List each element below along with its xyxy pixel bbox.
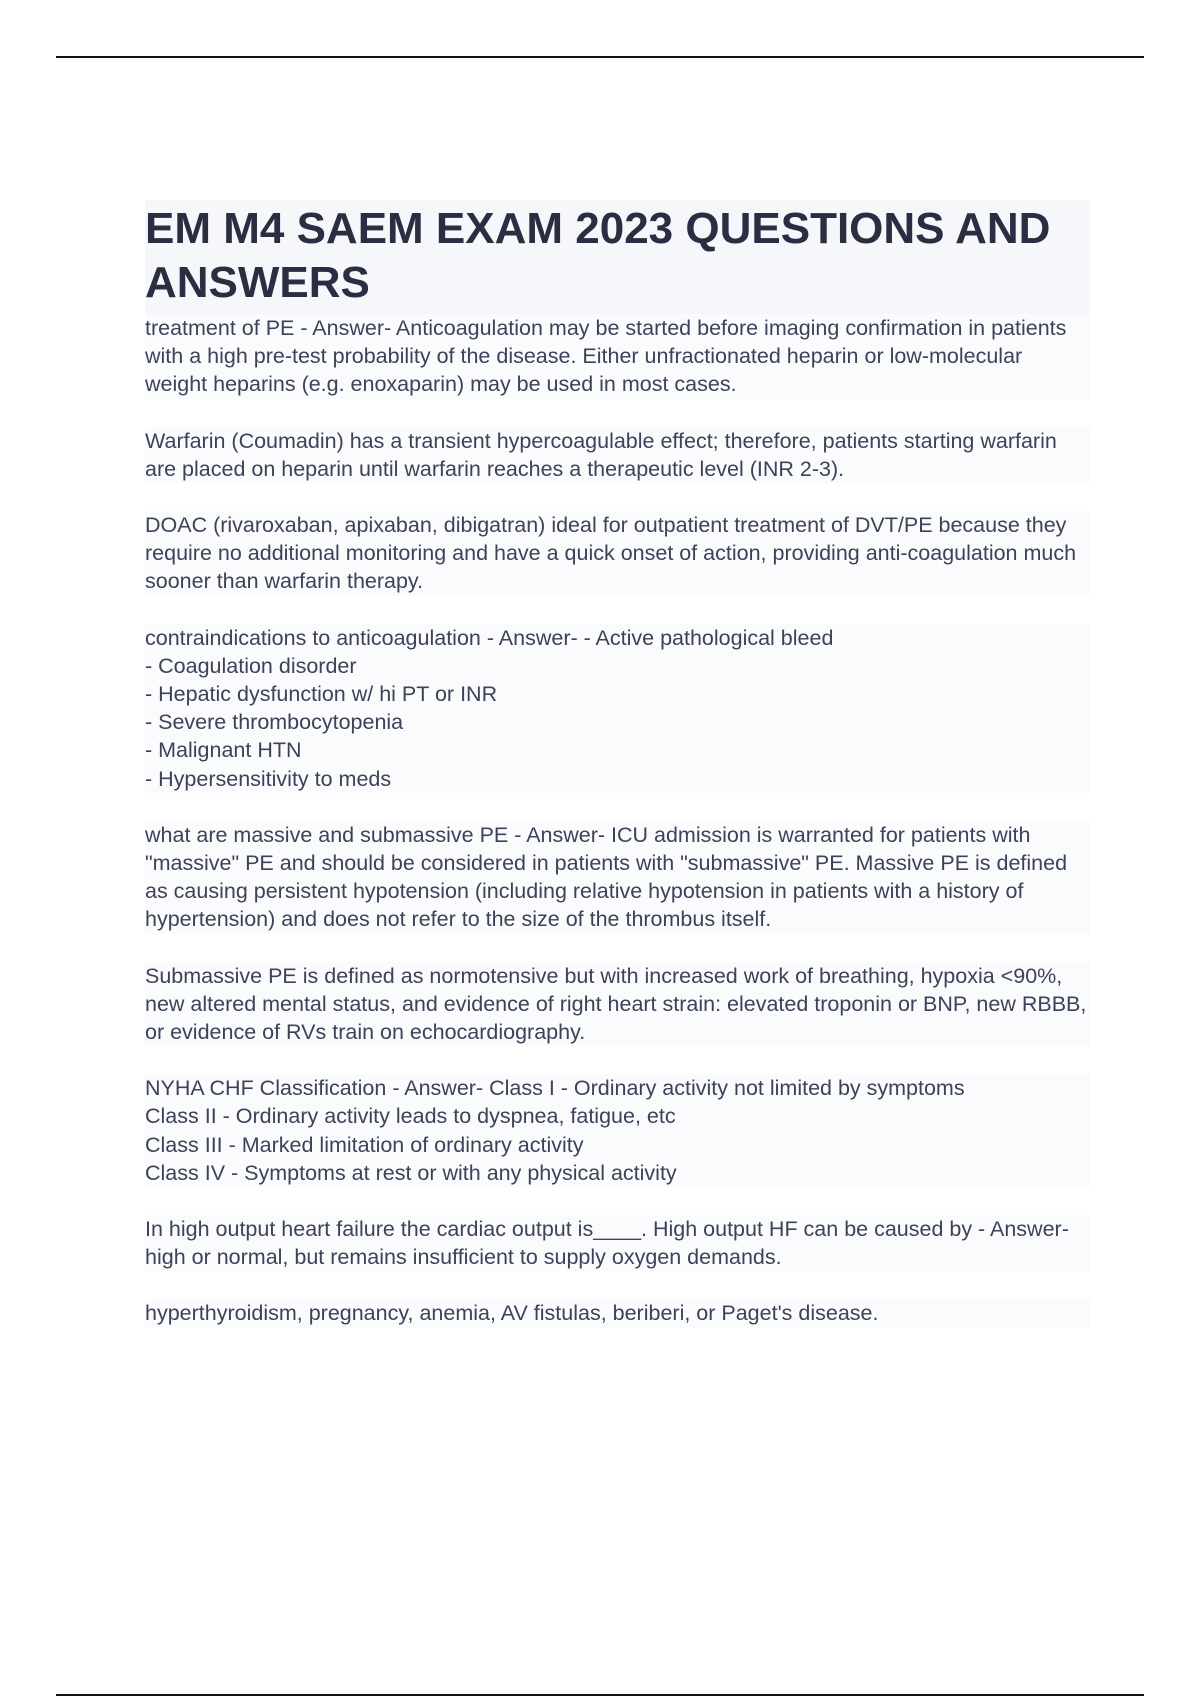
qa-content	[145, 314, 1090, 1328]
qa-paragraph-contraindications: contraindications to anticoagulation - Answer- - Active pathological bleed - Coagulation disorder - Hepatic dysfunction w/ hi PT or INR - Severe thrombocytopenia - Malignant HTN - Hypersensitivity to meds	[145, 624, 1090, 793]
qa-paragraph-warfarin: Warfarin (Coumadin) has a transient hypercoagulable effect; therefore, patients starting warfarin are placed on heparin until warfarin reaches a therapeutic level (INR 2-3).	[145, 427, 1090, 483]
qa-paragraph-submassive-pe: Submassive PE is defined as normotensive but with increased work of breathing, hypoxia <90%, new altered mental status, and evidence of right heart strain: elevated troponin or BNP, new RBBB, or evidence of RVs train on echocardiography.	[145, 962, 1090, 1047]
qa-paragraph-causes: hyperthyroidism, pregnancy, anemia, AV fistulas, beriberi, or Paget's disease.	[145, 1299, 1090, 1327]
qa-paragraph-pe-treatment: treatment of PE - Answer- Anticoagulation may be started before imaging confirmation in patients with a high pre-test probability of the disease. Either unfractionated heparin or low-molecular weight heparins (e.g. enoxaparin) may be used in most cases.	[145, 314, 1090, 399]
document-body	[145, 200, 1090, 1328]
qa-paragraph-doac: DOAC (rivaroxaban, apixaban, dibigatran) ideal for outpatient treatment of DVT/PE because they require no additional monitoring and have a quick onset of action, providing anti-coagulation much sooner than warfarin therapy.	[145, 511, 1090, 596]
top-rule	[56, 56, 1144, 58]
qa-paragraph-high-output-hf: In high output heart failure the cardiac output is____. High output HF can be caused by - Answer- high or normal, but remains insufficient to supply oxygen demands.	[145, 1215, 1090, 1271]
qa-paragraph-nyha: NYHA CHF Classification - Answer- Class I - Ordinary activity not limited by symptoms Class II - Ordinary activity leads to dyspnea, fatigue, etc Class III - Marked limitation of ordinary activity Class IV - Symptoms at rest or with any physical activity	[145, 1074, 1090, 1187]
document-title: EM M4 SAEM EXAM 2023 QUESTIONS AND ANSWERS	[145, 200, 1090, 314]
qa-paragraph-massive-pe: what are massive and submassive PE - Answer- ICU admission is warranted for patients with "massive" PE and should be considered in patients with "submassive" PE. Massive PE is defined as causing persistent hypotension (including relative hypotension in patients with a history of hypertension) and does not refer to the size of the thrombus itself.	[145, 821, 1090, 934]
bottom-rule	[56, 1694, 1144, 1696]
